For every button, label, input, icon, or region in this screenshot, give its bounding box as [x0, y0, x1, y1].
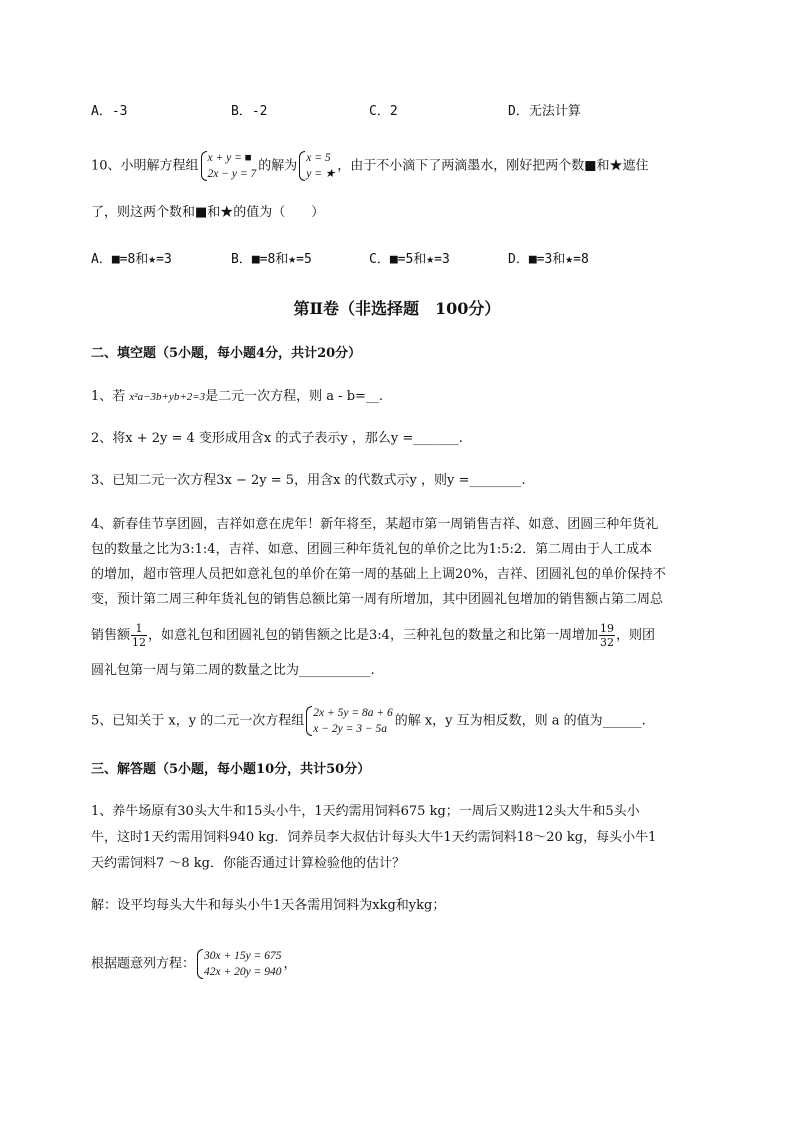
q10-line2: 了，则这两个数和■和★的值为（ ） — [91, 205, 325, 220]
fraction-19-32: $\frac{19}{32}$ — [599, 622, 614, 649]
q9-option-c: C．2 — [369, 104, 398, 119]
equation-system: 30x + 15y = 675 42x + 20y = 940 — [197, 948, 281, 980]
q10-option-c: C．■=5和★=3 — [369, 252, 450, 267]
q10-prefix: 10、小明解方程组 — [91, 158, 199, 174]
ans1-line3: 天约需饲料7 ～8 kg．你能否通过计算检验他的估计？ — [91, 856, 406, 871]
q10-stem — [91, 150, 649, 182]
q10-system: x + y = ■ 2x − y = 7 — [201, 150, 257, 182]
section3-title: 三、解答题（5小题，每小题10分，共计50分） — [91, 762, 371, 777]
q10-suffix: ，由于不小滴下了两滴墨水，刚好把两个数■和★遮住 — [337, 158, 649, 174]
q10-option-b: B．■=8和★=5 — [231, 252, 312, 267]
ans1-line1: 1、养牛场原有30头大牛和15头小牛，1天约需用饲料675 kg；一周后又购进12头大牛和5头小 — [91, 804, 640, 819]
fill5: 5、已知关于 x，y 的二元一次方程组 2x + 5y = 8a + 6 x − 2y = 3 − 5a 的解 x，y 互为相反数，则 a 的值为______. — [91, 707, 646, 735]
fraction-1-12: $\frac{1}{12}$ — [132, 622, 147, 649]
fill4-line1: 4、新春佳节享团圆，吉祥如意在虎年！新年将至，某超市第一周销售吉祥、如意、团圆三种年货礼 — [91, 517, 659, 532]
q10-mid: 的解为 — [258, 158, 298, 174]
q9-option-b: B．-2 — [231, 104, 268, 119]
q10-option-d: D．■=3和★=8 — [508, 252, 589, 267]
fill5-system: 2x + 5y = 8a + 6 x − 2y = 3 − 5a — [306, 705, 393, 737]
fill1: 1、若 x²a−3b+yb+2=3是二元一次方程，则 a - b=__. — [91, 389, 384, 404]
fill4-line3: 的增加，超市管理人员把如意礼包的单价在第一周的基础上上调20%，吉祥、团圆礼包的单价保持不 — [91, 567, 666, 582]
fill4-line6: 圆礼包第一周与第二周的数量之比为___________. — [91, 663, 375, 678]
ans1-line2: 牛，这时1天约需用饲料940 kg．饲养员李大叔估计每头大牛1天约需饲料18～20 kg，每头小牛1 — [91, 830, 657, 845]
fill3: 3、已知二元一次方程3x − 2y = 5，用含x 的代数式示y ，则y =________. — [91, 473, 526, 488]
q10-solution: x = 5 y = ★ — [299, 150, 335, 182]
fill4-line4: 变，预计第二周三种年货礼包的销售总额比第一周有所增加，其中团圆礼包增加的销售额占第二周总 — [91, 592, 664, 607]
part2-title: 第Ⅱ卷（非选择题 100分） — [293, 299, 501, 318]
q9-option-d: D．无法计算 — [508, 104, 581, 119]
section2-title: 二、填空题（5小题，每小题4分，共计20分） — [91, 346, 362, 361]
solution-line: 解：设平均每头大牛和每头小牛1天各需用饲料为xkg和ykg； — [91, 898, 446, 913]
fill1-expr: x²a−3b+yb+2=3 — [129, 391, 206, 403]
q9-option-a: A．-3 — [91, 104, 128, 119]
fill4-line2: 包的数量之比为3:1:4，吉祥、如意、团圆三种年货礼包的单价之比为1:5:2．第二周由于人工成本 — [91, 542, 653, 557]
fill2: 2、将x + 2y = 4 变形成用含x 的式子表示y ，那么y =_______. — [91, 431, 463, 446]
fill4-line5: 销售额 $\frac{1}{12}$ ，如意礼包和团圆礼包的销售额之比是3:4，三种礼包的数量之和比第一周增加 $\frac{19}{32}$ ，则团 — [91, 622, 655, 649]
equation-line: 根据题意列方程： 30x + 15y = 675 42x + 20y = 940 ， — [91, 950, 297, 978]
q10-option-a: A．■=8和★=3 — [91, 252, 172, 267]
